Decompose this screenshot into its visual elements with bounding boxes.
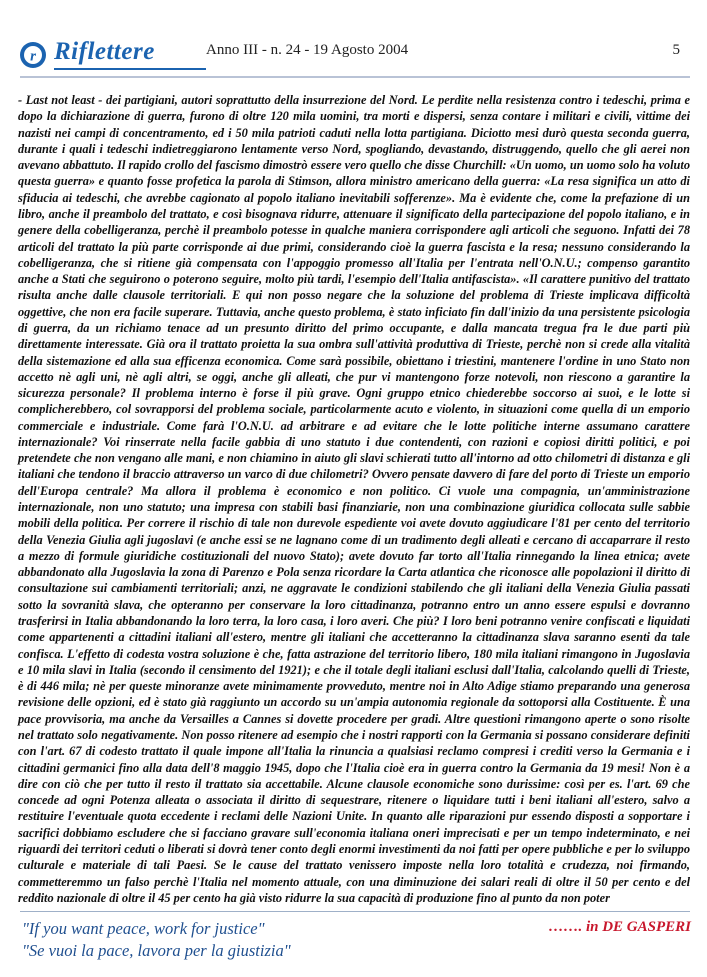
footer-quote-english: "If you want peace, work for justice"	[22, 919, 265, 938]
brand-title: Riflettere	[54, 38, 155, 65]
page-header	[18, 34, 694, 74]
issue-info: Anno III - n. 24 - 19 Agosto 2004	[206, 42, 409, 58]
header-divider	[20, 76, 690, 78]
footer-signature: ……. in DE GASPERI	[548, 919, 691, 935]
footer-divider	[20, 911, 690, 912]
brand-underline	[54, 68, 206, 70]
riflettere-logo-icon	[18, 40, 48, 70]
article-body: - Last not least - dei partigiani, autori soprattutto della insurrezione del Nord. Le perdite nella resistenza contro i tedeschi, prima e dopo la dichiarazione di guerra, furono di oltre 120 mila uomini, tra morti e dispersi, senza contare i militari e civili, vittime dei nazisti nei campi di concentramento, ed i 50 mila patrioti caduti nella lotta partigiana. Diciotto mesi durò questa seconda guerra, durante i quali i tedeschi indietreggiarono lentamente verso Nord, spogliando, devastando, distruggendo, quello che gli aerei non avevano abbattuto. Il rapido crollo del fascismo dimostrò essere vero quello che disse Churchill: «Un uomo, un uomo solo ha voluto questa guerra» e quanto fosse profetica la parola di Stimson, allora ministro americano della guerra: «La resa significa un atto di sfiducia ai tedeschi, che avrebbe cagionato al popolo italiano inevitabili sofferenze». Ma è evidente che, come la prefazione di un libro, anche il preambolo del trattato, e così bisognava ridurre, attenuare il significato della partecipazione del popolo italiano, e in genere della cobelligeranza, perchè il preambolo potesse in qualche maniera corrispondere agli articoli che seguono. Infatti dei 78 articoli del trattato la più parte corrisponde ai due primi, considerando cioè la guerra fascista e la resa; nessuno considerando la cobelligeranza, che si ritiene già compensata con l'appoggio promesso all'Italia per l'entrata nell'O.N.U.; compenso garantito anche a Stati che seguirono o poterono seguire, molto più tardi, l'esempio dell'Italia antifascista». «Il carattere punitivo del trattato risulta anche dalle clausole territoriali. E qui non posso negare che la soluzione del problema di Trieste implicava difficoltà oggettive, che non era facile superare. Tuttavia, anche questo problema, è stato inficiato fin dall'inizio da una persistente psicologia di guerra, da un richiamo tenace ad un presunto diritto del primo occupante, e dalla mancata tregua fra le due parti più direttamente interessate. Già ora il trattato proietta la sua ombra sull'attività produttiva di Trieste, perchè non si crede alla vitalità della sistemazione ed alla sua efficenza economica. Come sarà possibile, obiettano i triestini, mantenere l'ordine in uno Stato non accetto nè agli uni, nè agli altri, se oggi, anche gli alleati, che pur vi mantengono forze notevoli, non riescono a garantire la sicurezza personale? Il problema interno è forse il più grave. Ogni gruppo etnico chiederebbe soccorso ai suoi, e le lotte si complicherebbero, col sovrapporsi del problema sociale, particolarmente acuto e violento, in situazioni come quella di un emporio commerciale e industriale. Come farà l'O.N.U. ad arbitrare e ad evitare che le lotte politiche interne assumano carattere internazionale? Voi rinserrate nella facile gabbia di uno statuto i due contendenti, con razioni e copiosi diritti politici, e poi pretendete che non vengano alle mani, e non chiamino in aiuto gli slavi schierati tutto all'intorno ad otto chilometri di distanza e gli italiani che tendono il braccio attraverso un varco di due chilometri? Ovvero pensate davvero di fare del porto di Trieste un emporio dell'Europa centrale? Ma allora il problema è economico e non politico. Ci vuole una compagnia, un'amministrazione internazionale, non uno statuto; una impresa con stabili basi finanziarie, non una combinazione giuridica collocata sulle sabbie mobili della politica. Per correre il rischio di tale non durevole espediente voi avete dovuto aggiudicare l'81 per cento del territorio della Venezia Giulia agli jugoslavi (e anche essi se ne lagnano come di un tradimento degli alleati e cercano di accaparrare il resto a mezzo di formule giuridiche costituzionali del nuovo Stato); avete dovuto far torto all'Italia rinnegando la linea etnica; avete abbandonato alla Jugoslavia la zona di Parenzo e Pola senza ricordare la Carta atlantica che riconosce alle popolazioni il diritto di consultazione sui cambiamenti territoriali; anzi, ne aggravate le condizioni stabilendo che gli italiani della Venezia Giulia passati sotto la sovranità slava, che opteranno per conservare la loro cittadinanza, potranno entro un anno essere espulsi e dovranno trasferirsi in Italia abbandonando la loro terra, la loro casa, i loro averi. Che più? I loro beni potranno venire confiscati e liquidati come appartenenti a cittadini italiani all'estero, mentre gli italiani che accetteranno la cittadinanza slava saranno esenti da tale confisca. L'effetto di codesta vostra soluzione è che, fatta astrazione del territorio libero, 180 mila italiani rimangono in Jugoslavia e 10 mila slavi in Italia (secondo il censimento del 1921); e che il totale degli italiani esclusi dall'Italia, calcolando quelli di Trieste, è di 446 mila; nè per queste minoranze avete minimamente provveduto, mentre noi in Alto Adige stiamo preparando una generosa revisione delle opzioni, ed è stato già raggiunto un accordo su un'ampia autonomia regionale da sottoporsi alla Costituente. È una pace provvisoria, ma anche da Versailles a Cannes si dovette procedere per gradi. Altre questioni rimangono aperte o sono risolte nel trattato solo negativamente. Non posso ritenere ad esempio che i nostri rapporti con la Germania si possano considerare definiti con l'art. 67 di codesto trattato il quale impone all'Italia la rinuncia a qualsiasi reclamo compresi i crediti verso la Germania e i cittadini germanici fino alla data dell'8 maggio 1945, dopo che l'Italia cioè era in guerra contro la Germania da 19 mesi! Non è a dire con ciò che per tutto il resto il trattato sia accettabile. Alcune clausole economiche sono durissime: così per es. l'art. 69 che concede ad ogni Potenza alleata o associata il diritto di sequestrare, ritenere o liquidare tutti i beni italiani all'estero, salvo a restituire l'eventuale quota eccedente i reclami delle Nazioni Unite. In quanto alle riparazioni pur essendo disposti a sopportare i sacrifici dobbiamo escludere che si facciano gravare sull'economia italiana oneri imprecisati e per un tempo indeterminato, e nei riguardi dei territori ceduti o liberati si dovrà tener conto degli enormi investimenti da noi fatti per opere pubbliche e per lo sviluppo culturale e materiale di tali Paesi. Se le cause del trattato venissero imposte nella loro totalità e crudezza, noi firmando, commetteremmo un falso perchè l'Italia nel momento attuale, con una diminuzione dei salari reali di oltre il 50 per cento e del reddito nazionale di oltre il 45 per cento ha già visto ridurre la sua capacità di produzione fino al punto da non poter	[18, 93, 690, 905]
page-number: 5	[672, 42, 680, 58]
footer-quote-italian: "Se vuoi la pace, lavora per la giustizia"	[22, 941, 291, 960]
svg-text:r: r	[30, 48, 36, 65]
